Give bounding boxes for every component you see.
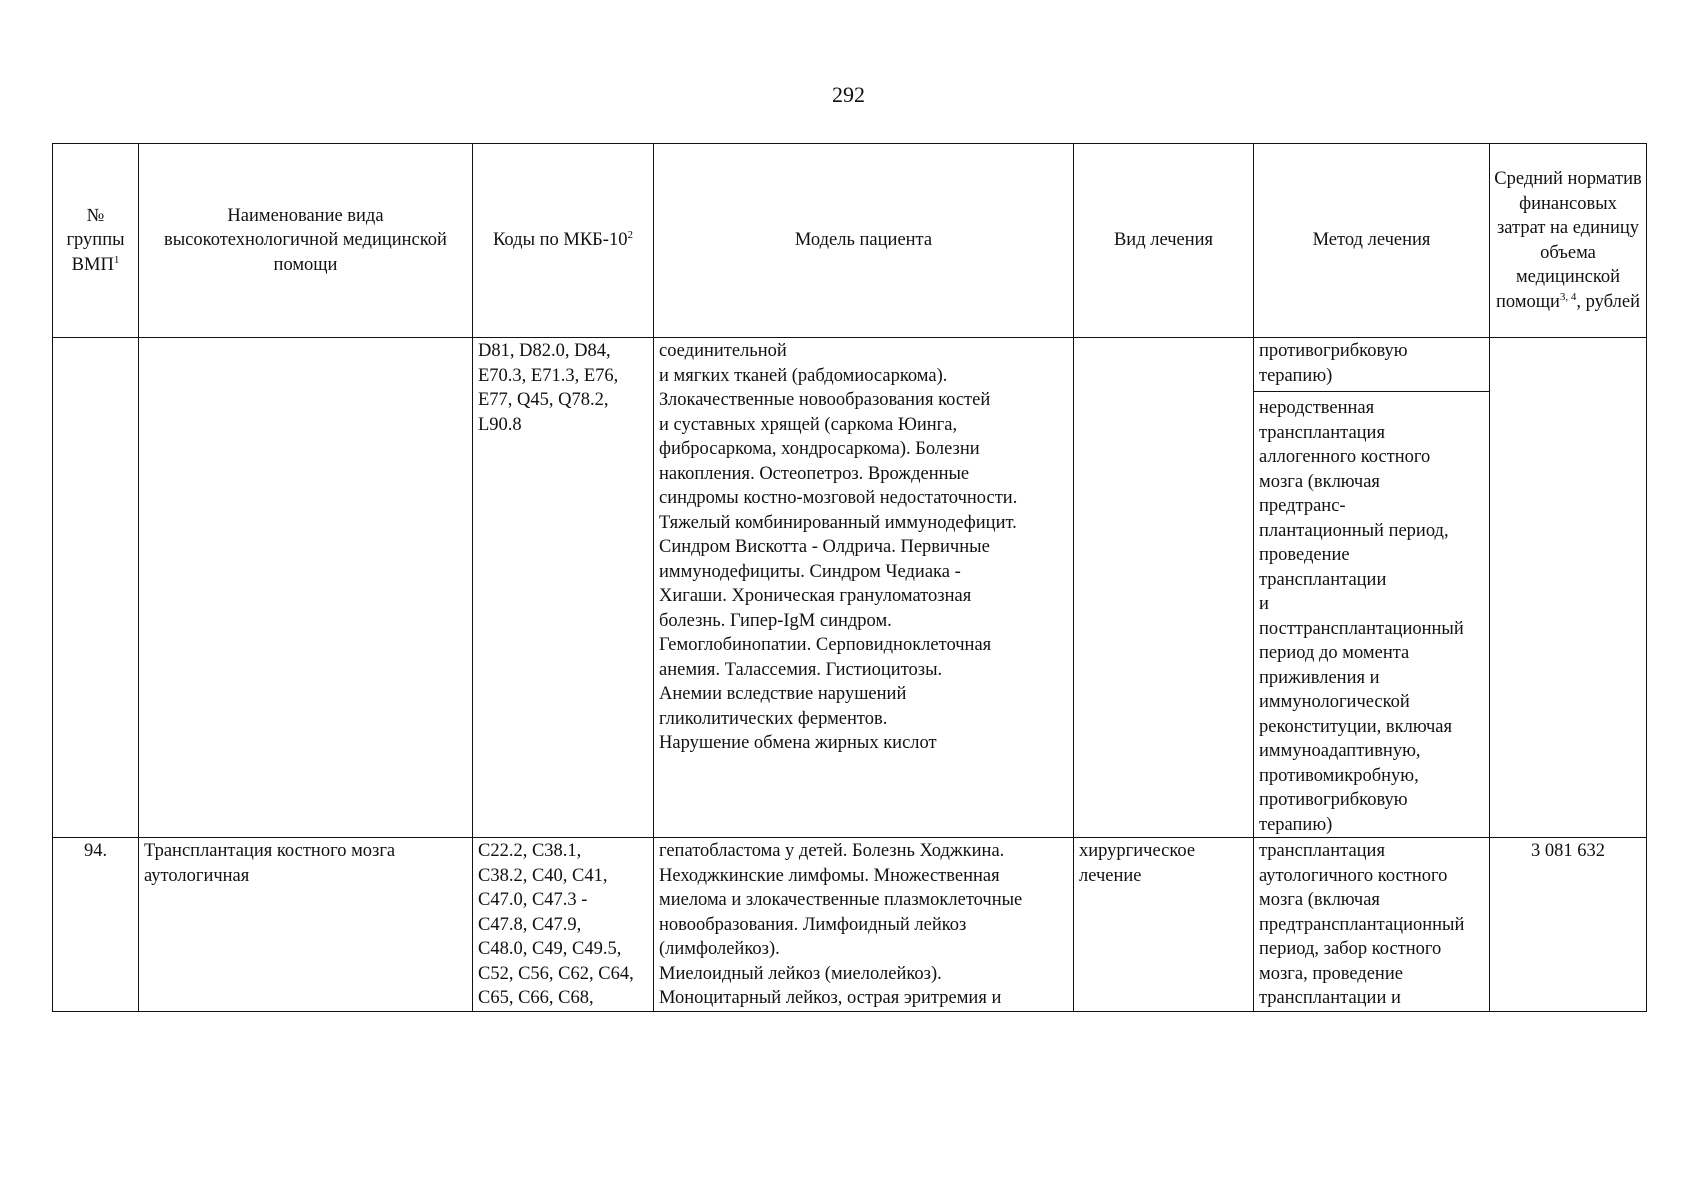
codes-line: C22.2, C38.1, xyxy=(478,841,582,861)
header-group-no: № группы ВМП$^1$ xyxy=(53,144,139,338)
method-line: посттрансплантационный xyxy=(1259,618,1464,639)
model-line: Гемоглобинопатии. Серповидноклеточная xyxy=(659,635,992,655)
model-line: и суставных хрящей (саркома Юинга, xyxy=(659,414,958,435)
method-line: плантационный период, xyxy=(1259,520,1449,541)
method-line: мозга (включая xyxy=(1259,471,1380,492)
header-cost: Средний норматив финансовых затрат на единицу объема медицинской помощи$^{3, 4}$, рублей xyxy=(1490,144,1647,338)
method-line: проведение xyxy=(1259,545,1350,565)
model-line: (лимфолейкоз). xyxy=(659,939,780,959)
model-line: Миелоидный лейкоз (миелолейкоз). xyxy=(659,963,942,984)
model-line: фибросаркома, хондросаркома). Болезни xyxy=(659,439,980,459)
method-line: мозга, проведение xyxy=(1259,963,1403,984)
model-line: Злокачественные новообразования костей xyxy=(659,390,991,410)
model-line: накопления. Остеопетроз. Врожденные xyxy=(659,463,970,484)
method-line: трансплантации и xyxy=(1259,988,1401,1008)
method-subcell-top xyxy=(1254,339,1489,392)
method-line: трансплантация xyxy=(1259,422,1385,443)
method-line: терапию) xyxy=(1259,365,1333,386)
method-line: терапию) xyxy=(1259,814,1333,835)
row2-codes xyxy=(473,838,654,1012)
method-line: период, забор костного xyxy=(1259,939,1442,959)
row2-group-no: 94. xyxy=(53,838,139,1012)
treatment-line: лечение xyxy=(1079,865,1142,886)
method-line: противомикробную, xyxy=(1259,765,1419,786)
row2-name: Трансплантация костного мозга аутологичная xyxy=(139,838,473,1012)
table-row xyxy=(53,338,1647,838)
model-line: соединительной xyxy=(659,341,787,361)
vmp-table xyxy=(52,143,1647,1012)
model-line: иммунодефициты. Синдром Чедиака - xyxy=(659,561,961,582)
model-line: Неходжкинские лимфомы. Множественная xyxy=(659,865,1000,886)
model-line: гликолитических ферментов. xyxy=(659,708,888,729)
treatment-line: хирургическое xyxy=(1079,841,1196,861)
header-treatment-type: Вид лечения xyxy=(1074,144,1254,338)
method-subcell-bottom xyxy=(1259,396,1484,837)
table-row xyxy=(53,838,1647,1012)
method-line: период до момента xyxy=(1259,643,1410,663)
method-line: приживления и xyxy=(1259,667,1380,688)
model-line: болезнь. Гипер-IgM синдром. xyxy=(659,610,892,631)
row1-cost xyxy=(1490,338,1647,838)
header-method: Метод лечения xyxy=(1254,144,1490,338)
method-line: противогрибковую xyxy=(1259,341,1408,361)
page-number: 292 xyxy=(832,82,865,107)
method-line: аутологичного костного xyxy=(1259,865,1448,886)
method-line: иммуноадаптивную, xyxy=(1259,741,1421,761)
codes-line: C47.8, C47.9, xyxy=(478,914,582,935)
codes-line: C65, C66, C68, xyxy=(478,988,594,1008)
method-line: предтрансплантационный xyxy=(1259,914,1465,935)
model-line: новообразования. Лимфоидный лейкоз xyxy=(659,914,967,935)
model-line: Тяжелый комбинированный иммунодефицит. xyxy=(659,512,1017,533)
codes-line: C47.0, C47.3 - xyxy=(478,890,588,910)
model-line: анемия. Талассемия. Гистиоцитозы. xyxy=(659,659,943,680)
method-line: трансплантации xyxy=(1259,569,1387,590)
header-row xyxy=(53,144,1647,338)
row1-model xyxy=(654,338,1074,838)
model-line: гепатобластома у детей. Болезнь Ходжкина. xyxy=(659,841,1005,861)
model-line: Хигаши. Хроническая грануломатозная xyxy=(659,586,972,606)
header-model: Модель пациента xyxy=(654,144,1074,338)
header-name: Наименование вида высокотехнологичной медицинской помощи xyxy=(139,144,473,338)
model-line: миелома и злокачественные плазмоклеточные xyxy=(659,890,1023,910)
model-line: Синдром Вискотта - Олдрича. Первичные xyxy=(659,537,990,557)
row1-codes: D81, D82.0, D84, E70.3, E71.3, E76, E77, Q45, Q78.2, L90.8 xyxy=(473,338,654,838)
codes-line: C48.0, C49, C49.5, xyxy=(478,939,622,959)
row2-treatment-type xyxy=(1074,838,1254,1012)
codes-line: C38.2, C40, C41, xyxy=(478,865,608,886)
method-line: трансплантация xyxy=(1259,841,1385,861)
model-line: и мягких тканей (рабдомиосаркома). xyxy=(659,365,948,386)
method-line: аллогенного костного xyxy=(1259,447,1431,467)
model-line: Моноцитарный лейкоз, острая эритремия и xyxy=(659,988,1002,1008)
method-line: и xyxy=(1259,594,1269,614)
method-line: неродственная xyxy=(1259,398,1375,418)
model-line: Анемии вследствие нарушений xyxy=(659,684,907,704)
row2-cost: 3 081 632 xyxy=(1490,838,1647,1012)
codes-line: C52, C56, C62, C64, xyxy=(478,963,634,984)
model-line: синдромы костно-мозговой недостаточности. xyxy=(659,488,1018,508)
row2-method xyxy=(1254,838,1490,1012)
model-line: Нарушение обмена жирных кислот xyxy=(659,733,937,753)
row1-treatment-type xyxy=(1074,338,1254,838)
method-line: мозга (включая xyxy=(1259,890,1380,910)
method-line: иммунологической xyxy=(1259,692,1410,712)
method-line: предтранс- xyxy=(1259,496,1346,516)
method-line: противогрибковую xyxy=(1259,790,1408,810)
row2-model xyxy=(654,838,1074,1012)
header-codes: Коды по МКБ-$10^2$ xyxy=(473,144,654,338)
row1-group-no xyxy=(53,338,139,838)
row1-name xyxy=(139,338,473,838)
method-line: реконституции, включая xyxy=(1259,716,1452,737)
row1-method xyxy=(1254,338,1490,838)
